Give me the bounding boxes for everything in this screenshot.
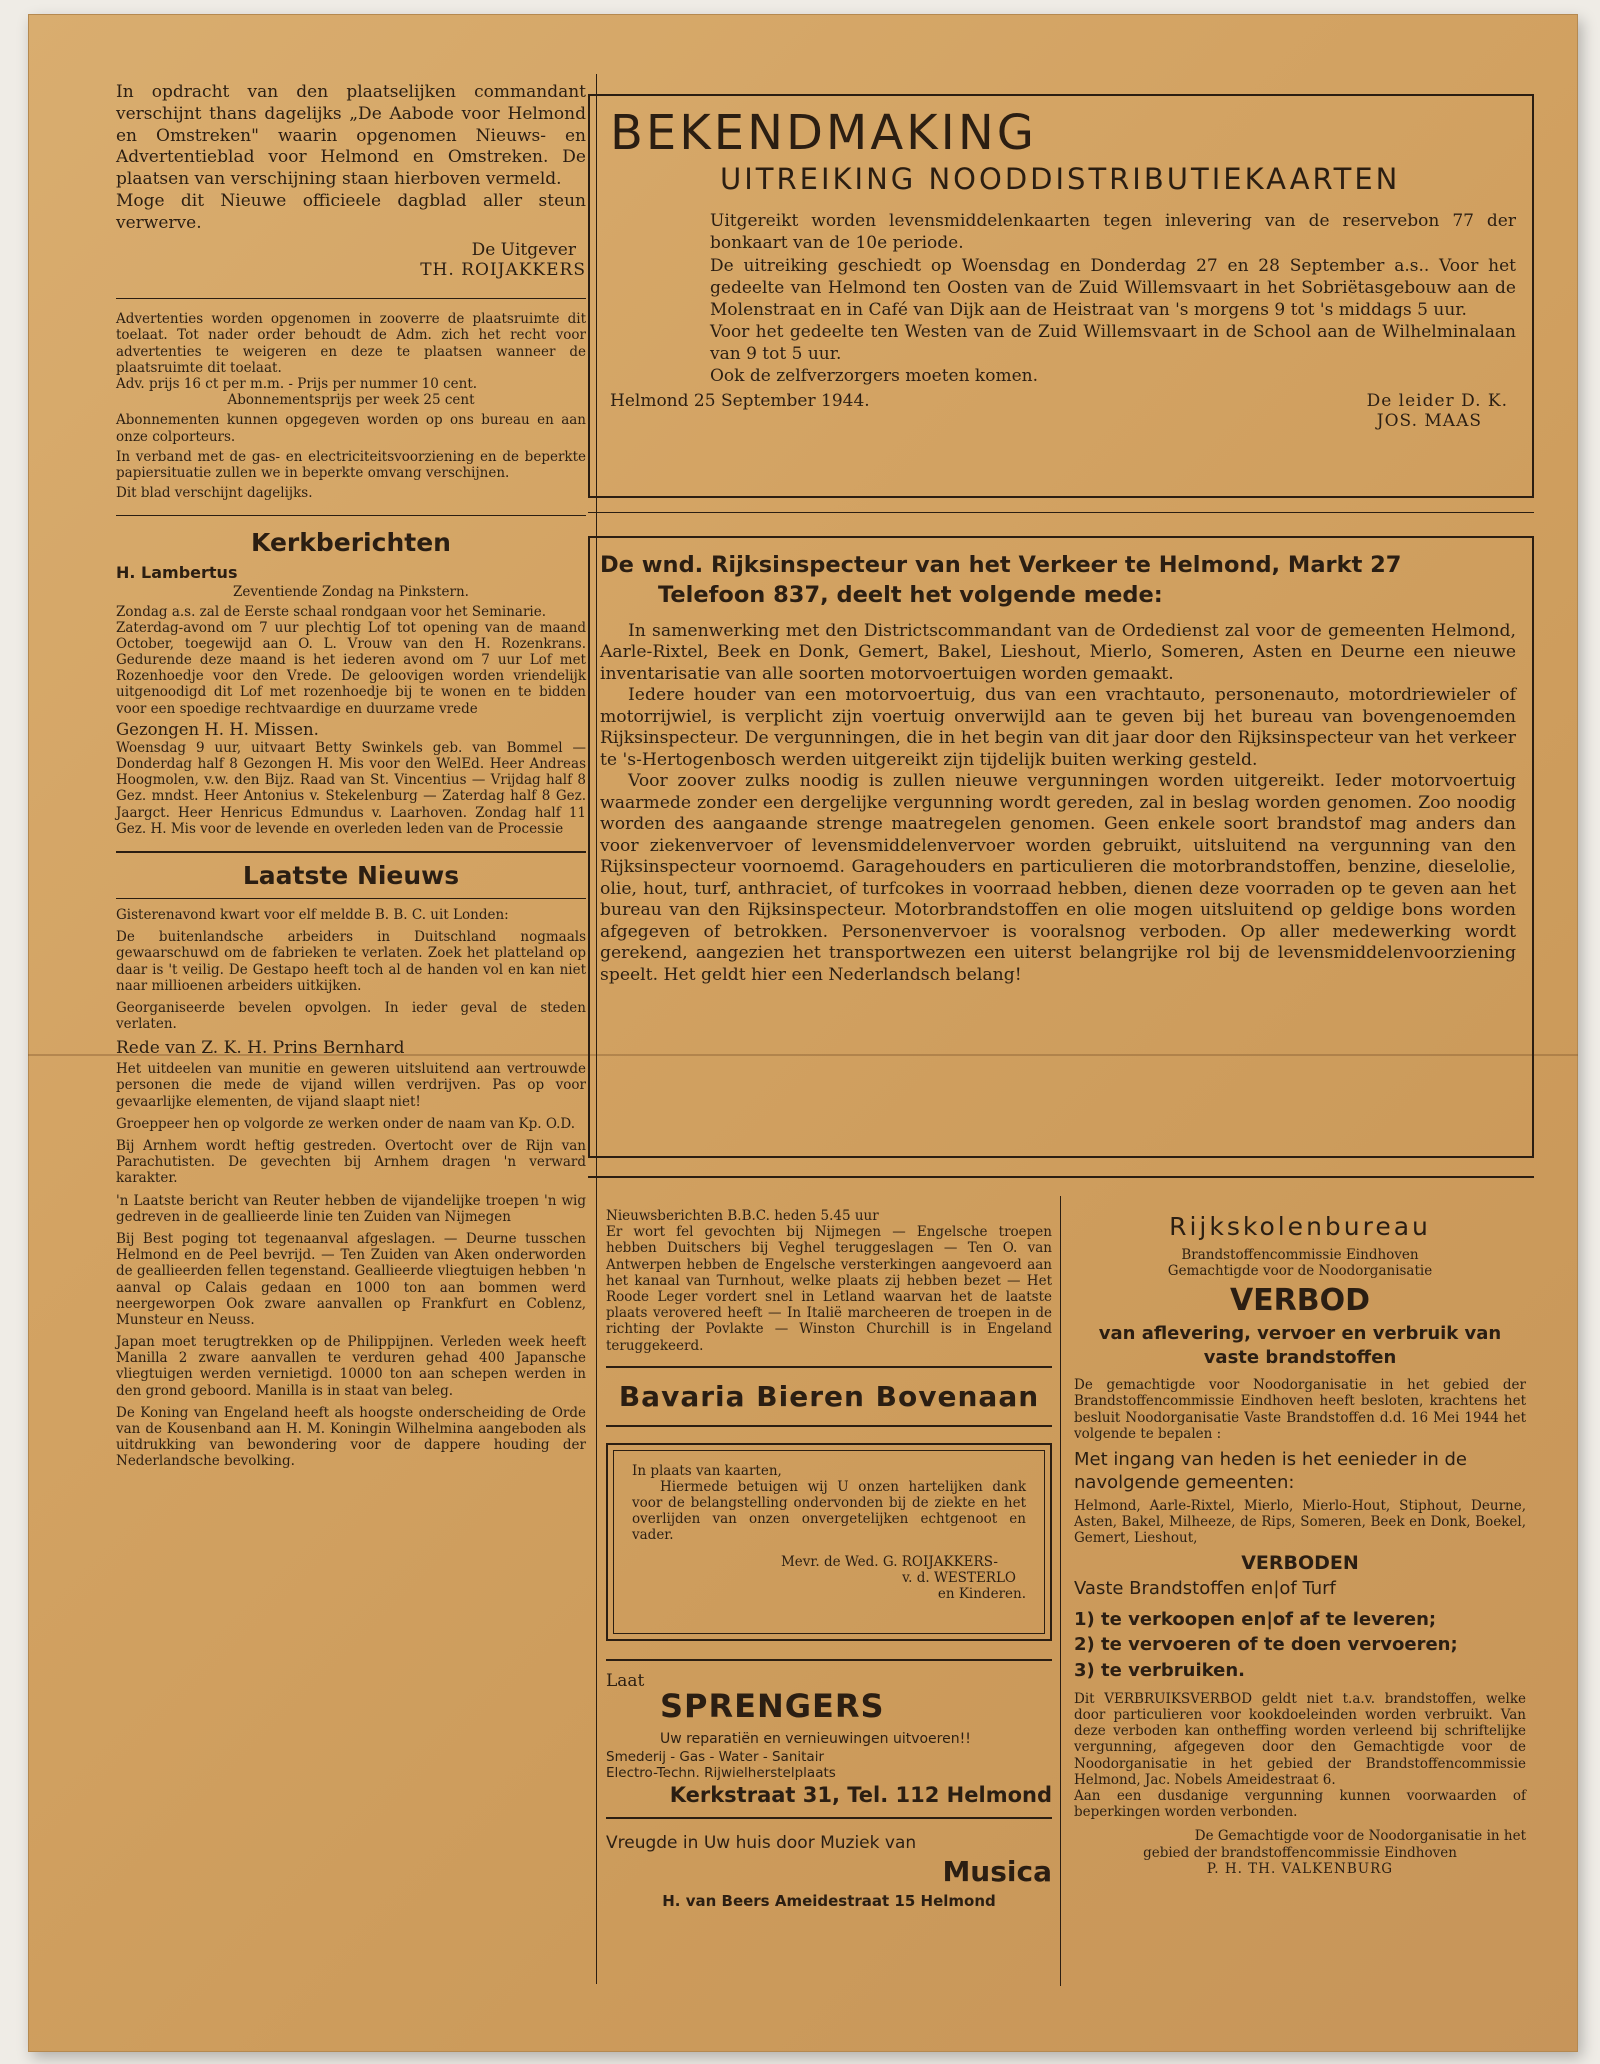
sprengers-ad (606, 1661, 1052, 1817)
sprengers-line: Smederij - Gas - Water - Sanitair (606, 1748, 825, 1765)
news-text: Japan moet terugtrekken op de Philippijnen. Verleden week heeft Manilla 2 zware aanvallen te verduren gehad 400 Japansche vliegtuigen werden vernietigd. 10000 ton aan schepen werden in den grond geboord. Manilla is in staat van beleg. (116, 1334, 586, 1399)
verbod-column (1074, 1212, 1526, 1877)
condolence-text: Hiermede betuigen wij U onzen hartelijken dank voor de belangstelling ondervonden bij de ziekte en het overlijden van onzen onvergetelijken echtgenoot en vader. (632, 1478, 1026, 1544)
bbc-news (606, 1208, 1052, 1354)
verbod-item: 2) te vervoeren of te doen vervoeren; (1074, 1634, 1458, 1656)
news-text: Bij Arnhem wordt heftig gestreden. Overtocht over de Rijn van Parachutisten. De gevechten bij Arnhem dragen 'n verward karakter. (116, 1138, 586, 1187)
bekendmaking-text: Voor het gedeelte ten Westen van de Zuid Willemsvaart in de School aan de Wilhelminalaan van 9 tot 5 uur. (710, 321, 1516, 364)
church-title: Kerkberichten (251, 528, 451, 558)
divider (116, 298, 586, 299)
news-text: Gisterenavond kwart voor elf meldde B. B. C. uit Londen: (116, 906, 509, 923)
sprengers-line: Electro-Techn. Rijwielherstelplaats (606, 1764, 836, 1781)
newspaper-page (28, 14, 1578, 2052)
sunday-label: Zeventiende Zondag na Pinkstern. (233, 584, 469, 601)
news-text: Groeppeer hen op volgorde ze werken onder de naam van Kp. O.D. (116, 1115, 576, 1132)
verbod-bureau: Rijkskolenbureau (1169, 1212, 1431, 1241)
bekendmaking-text: De uitreiking geschiedt op Woensdag en Donderdag 27 en 28 September a.s.. Voor het gedeelte van Helmond ten Oosten van de Zuid Willemsvaart in het Sobriëtasgebouw aan de Molenstraat en in Café van Dijk aan de Heistraat van 's morgens 9 tot 's middags 5 uur. (710, 255, 1516, 320)
sprengers-address: Kerkstraat 31, Tel. 112 Helmond (669, 1782, 1052, 1807)
bekendmaking-sign-role: De leider D. K. (1366, 391, 1508, 412)
church-text-1: Zondag a.s. zal de Eerste schaal rondgaan voor het Seminarie. (116, 603, 547, 620)
verbod-text: De gemachtigde voor Noodorganisatie in het gebied der Brandstoffencommissie Eindhoven heeft besloten, krachtens het besluit Noodorganisatie Vaste Brandstoffen d.d. 16 Mei 1944 het volgende te bepalen : (1074, 1377, 1526, 1442)
intro-notice (116, 82, 586, 280)
musica-ad (606, 1819, 1052, 1910)
bekendmaking-date: Helmond 25 September 1944. (610, 391, 870, 412)
bekendmaking-sign-name: JOS. MAAS (1376, 411, 1482, 432)
condolence-heading: In plaats van kaarten, (632, 1462, 782, 1479)
ads-limited: In verband met de gas- en electriciteitsvoorziening en de beperkte papiersituatie zullen we in beperkte omvang verschijnen. (116, 448, 586, 481)
verbod-text: Aan een dusdanige vergunning kunnen voorwaarden of beperkingen worden verbonden. (1074, 1787, 1526, 1821)
bekendmaking-box (588, 94, 1534, 498)
verbod-fuel: Vaste Brandstoffen en|of Turf (1074, 1578, 1336, 1600)
verbod-intro: Met ingang van heden is het eenieder in de navolgende gemeenten: (1074, 1448, 1467, 1494)
middle-bottom-column (606, 1208, 1052, 1910)
musica-address: H. van Beers Ameidestraat 15 Helmond (662, 1891, 996, 1910)
parish-name: H. Lambertus (116, 563, 238, 583)
verbod-item: 1) te verkoopen en|of af te leveren; (1074, 1609, 1437, 1631)
musica-line: Vreugde in Uw huis door Muziek van (606, 1832, 917, 1853)
bekendmaking-title: BEKENDMAKING (610, 105, 1037, 161)
sprengers-line: Uw reparatiën en vernieuwingen uitvoeren!! (660, 1730, 971, 1747)
divider (116, 515, 586, 516)
ads-subscriptions: Abonnementen kunnen opgegeven worden op ons bureau en aan onze colporteurs. (116, 412, 586, 445)
bekendmaking-text: Ook de zelfverzorgers moeten komen. (710, 366, 1039, 387)
ads-notice (116, 311, 586, 501)
divider (588, 1176, 1534, 1178)
verbod-text: Dit VERBRUIKSVERBOD geldt niet t.a.v. brandstoffen, welke door particulieren voor kookdoeleinden worden verbruikt. Van deze verboden kan ontheffing worden verleend bij schriftelijke vergunning, afgegeven door den Gemachtigde voor de Noodorganisatie in het gebied der Brandstoffencommissie Helmond, Jac. Nobels Ameidestraat 6. (1074, 1690, 1526, 1788)
news-text: Bij Best poging tot tegenaanval afgeslagen. — Deurne tusschen Helmond en de Peel bevrijd. — Ten Zuiden van Aken onderworden de geallieerden fellen tegenstand. Geallieerde vliegtuigen hebben 'n aanval op Calais gedaan en 1000 ton aan bommen werd neergeworpen Ook zware aanvallen op Frankfurt en Coblenz, Munsteur en Neuss. (116, 1230, 586, 1328)
news-text: De buitenlandsche arbeiders in Duitschland nogmaals gewaarschuwd om de fabrieken te verlaten. Zoek het platteland op daar is 't veilig. De Gestapo heeft toch al de handen vol en kan niet naar millioenen arbeiders uitkijken. (116, 929, 586, 994)
divider (116, 851, 586, 853)
verkeer-heading-1: De wnd. Rijksinspecteur van het Verkeer te Helmond, Markt 27 (600, 552, 1402, 578)
divider (606, 1425, 1052, 1427)
latest-news-title: Laatste Nieuws (242, 860, 460, 890)
column-divider (1060, 1196, 1061, 1986)
verbod-places: Helmond, Aarle-Rixtel, Mierlo, Mierlo-Hout, Stiphout, Deurne, Asten, Bakel, Milheeze, de Rips, Someren, Beek en Donk, Boekel, Gemert, Lieshout, (1074, 1497, 1526, 1547)
news-text: De Koning van Engeland heeft als hoogste onderscheiding de Orde van de Kousenband aan H. M. Koningin Wilhelmina aangeboden als uitdrukking van bewondering voor de dappere houding der Nederlandsche bevolking. (116, 1404, 586, 1470)
verbod-subtitle: van aflevering, vervoer en verbruik van vaste brandstoffen (1098, 1323, 1502, 1368)
masses-heading: Gezongen H. H. Missen. (116, 719, 319, 739)
musica-name: Musica (942, 1854, 1052, 1888)
publisher-name: TH. ROIJAKKERS (420, 260, 586, 281)
verkeer-text-2: Iedere houder van een motorvoertuig, dus van een vrachtauto, personenauto, motordriewieler of motorrijwiel, is verplicht zijn voertuig onverwijld aan te geven bij het bureau van bovengenoemden Rijksinspecteur. De vergunningen, die in het begin van dit jaar door den Rijksinspecteur van het verkeer te 's-Hertogenbosch werden uitgereikt zijn tijdelijk buiten werking gesteld. (600, 685, 1516, 770)
condolence-sign: en Kinderen. (937, 1586, 1026, 1602)
condolence-sign: v. d. WESTERLO (902, 1569, 1016, 1586)
news-subheading: Rede van Z. K. H. Prins Bernhard (116, 1038, 405, 1059)
bekendmaking-subtitle: UITREIKING NOODDISTRIBUTIEKAARTEN (720, 162, 1401, 197)
divider (116, 898, 586, 899)
bbc-heading: Nieuwsberichten B.B.C. heden 5.45 uur (606, 1208, 879, 1224)
bavaria-slogan: Bavaria Bieren Bovenaan (618, 1379, 1040, 1413)
intro-wish: Moge dit Nieuwe officieele dagblad aller steun verwerve. (116, 190, 586, 233)
subscription-price: Abonnementsprijs per week 25 cent (227, 392, 475, 409)
verbod-sign: De Gemachtigde voor de Noodorganisatie in het (1194, 1828, 1526, 1845)
intro-text: In opdracht van den plaatselijken commandant verschijnt thans dagelijks „De Aabode voor Helmond en Omstreken" waarin opgenomen Nieuws- en Advertentieblad voor Helmond en Omstreken. De plaatsen van verschijning staan hierboven vermeld. (116, 82, 586, 189)
sprengers-intro: Laat (606, 1670, 645, 1691)
verkeer-text-3: Voor zoover zulks noodig is zullen nieuwe vergunningen worden uitgereikt. Ieder motorvoertuig waarmede zonder een dergelijke vergunning wordt gereden, zal in beslag worden genomen. Zoo noodig worden des aangaande strenge maatregelen genomen. Geen enkele soort brandstof mag anders dan voor ziekenvervoer of levensmiddelenvervoer worden gebruikt, uitsluitend na vergunning van den Rijksinspecteur voornoemd. Garagehouders en particulieren die motorbrandstoffen, benzine, dieselolie, olie, hout, turf, anthraciet, of turfcokes in voorraad hebben, dienen deze voorraden op te geven aan het bureau van den Rijksinspecteur. Motorbrandstoffen en olie mogen uitsluitend op geldige bons worden afgegeven of betrokken. Personenvervoer is vooralsnog verboden. Op aller medewerking wordt gerekend, aangezien het transportwezen een uiterst belangrijke rol bij de levensmiddelenvoorziening speelt. Het geldt hier een Nederlandsch belang! (600, 771, 1516, 985)
verbod-title: VERBOD (1229, 1283, 1371, 1319)
divider (588, 512, 1534, 513)
bavaria-ad (606, 1368, 1052, 1425)
sprengers-name: SPRENGERS (660, 1686, 885, 1725)
bbc-text: Er wort fel gevochten bij Nijmegen — Engelsche troepen hebben Duitschers bij Veghel teruggeslagen — Ten O. van Antwerpen hebben de Engelsche versterkingen aangevoerd aan het kanaal van Turnhout, welke plaats zij hebben bezet — Het Roode Leger vordert snel in Letland waarvan het de laatste plaats verovered heeft — In Italië marcheeren de troepen in de richting der Povlakte — Winston Churchill is in Engeland teruggekeerd. (606, 1224, 1052, 1354)
left-column (116, 82, 586, 1470)
ads-daily: Dit blad verschijnt dagelijks. (116, 485, 313, 502)
latest-news (116, 861, 586, 1470)
church-news (116, 528, 586, 837)
verbod-sub: Gemachtigde voor de Noodorganisatie (1167, 1263, 1433, 1280)
condolence-ad (606, 1443, 1052, 1641)
verkeer-heading-2: Telefoon 837, deelt het volgende mede: (658, 582, 1163, 609)
bekendmaking-text: Uitgereikt worden levensmiddelenkaarten tegen inlevering van de reservebon 77 der bonkaart van de 10e periode. (710, 211, 1516, 254)
ads-text: Advertenties worden opgenomen in zooverre de plaatsruimte dit toelaat. Tot nader order behoudt de Adm. zich het recht voor advertenties te weigeren en deze te plaatsen wanneer de plaatsruimte dit toelaat. (116, 311, 586, 376)
publisher-role: De Uitgever (471, 240, 576, 261)
verbod-verboden: VERBODEN (1241, 1552, 1359, 1575)
news-text: 'n Laatste bericht van Reuter hebben de vijandelijke troepen 'n wig gedreven in de geallieerde linie ten Zuiden van Nijmegen (116, 1192, 586, 1225)
ads-price: Adv. prijs 16 ct per m.m. - Prijs per nummer 10 cent. (116, 376, 478, 392)
church-text-2: Zaterdag-avond om 7 uur plechtig Lof tot opening van de maand October, toegewijd aan O. L. Vrouw van den H. Rozenkrans. Gedurende deze maand is het iederen avond om 7 uur Lof met Rozenhoedje voor den Vrede. De geloovigen worden vriendelijk uitgenoodigd dit Lof met rozenhoedje bij te wonen en te bidden voor een spoedige rechtvaardige en duurzame vrede (116, 619, 586, 717)
verbod-sign: gebied der brandstoffencommissie Eindhoven (1143, 1844, 1457, 1861)
news-text: Georganiseerde bevelen opvolgen. In ieder geval de steden verlaten. (116, 999, 586, 1033)
verbod-sign-name: P. H. TH. VALKENBURG (1206, 1860, 1394, 1877)
verbod-sub: Brandstoffencommissie Eindhoven (1181, 1247, 1419, 1263)
verbod-item: 3) te verbruiken. (1074, 1659, 1246, 1681)
verkeer-box (588, 536, 1534, 1158)
verkeer-text-1: In samenwerking met den Districtscommandant van de Ordedienst zal voor de gemeenten Helmond, Aarle-Rixtel, Beek en Donk, Gemert, Bakel, Lieshout, Mierlo, Someren, Asten en Deurne een nieuwe inventarisatie van alle soorten motorvoertuigen worden gemaakt. (600, 620, 1516, 684)
church-text-3: Woensdag 9 uur, uitvaart Betty Swinkels geb. van Bommel — Donderdag half 8 Gezongen H. Mis voor den WelEd. Heer Andreas Hoogmolen, v.w. den Bijz. Raad van St. Vincentius — Vrijdag half 8 Gez. mndst. Heer Antonius v. Stekelenburg — Zaterdag half 8 Gez. Jaargct. Heer Henricus Edmundus v. Laarhoven. Zondag half 11 Gez. H. Mis voor de levende en overleden leden van de Processie (116, 739, 586, 837)
condolence-sign: Mevr. de Wed. G. ROIJAKKERS- (780, 1553, 998, 1570)
news-text: Het uitdeelen van munitie en geweren uitsluitend aan vertrouwde personen die mede de vijand willen verdrijven. Pas op voor gevaarlijke elementen, de vijand slaapt niet! (116, 1061, 586, 1110)
